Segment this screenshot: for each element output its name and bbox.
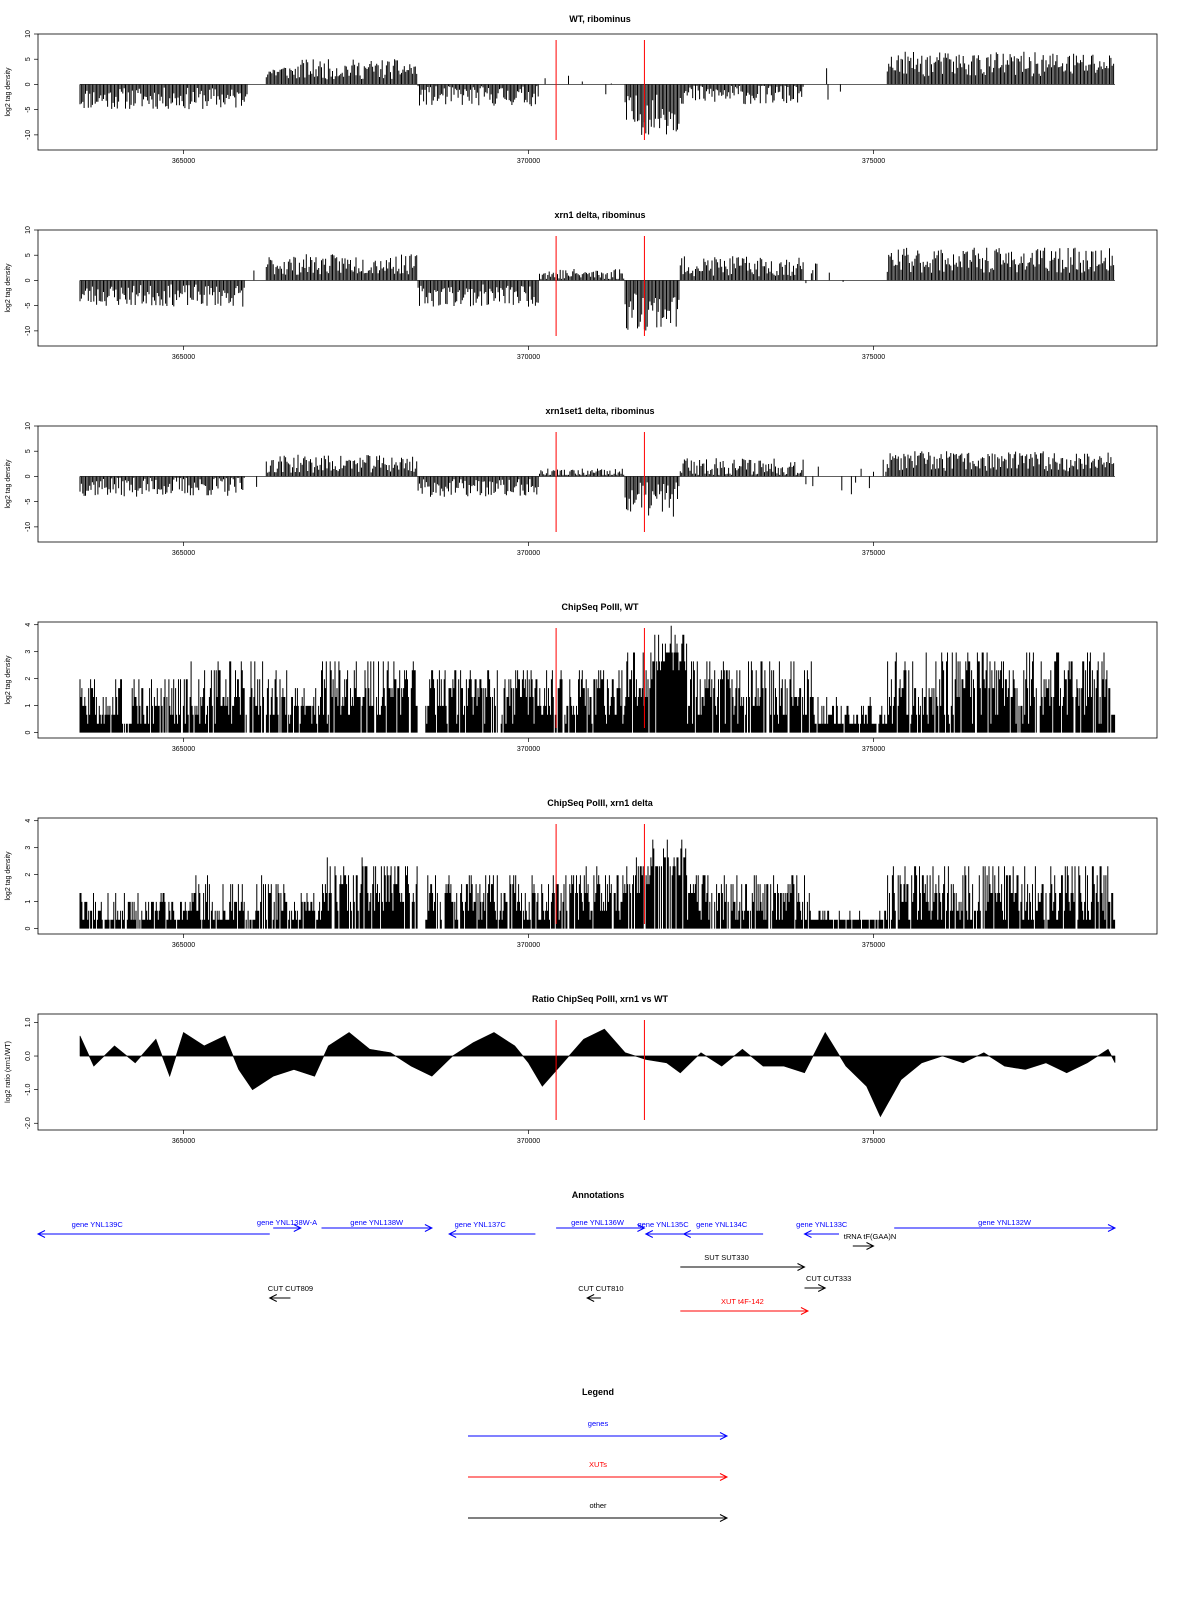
feature-label: gene YNL138W [350, 1218, 404, 1227]
track-panel-2 [5, 210, 1157, 361]
y-tick-label: 5 [25, 449, 32, 454]
x-axis [172, 542, 885, 557]
feature-gene [894, 1218, 1115, 1232]
track-title: Ratio ChipSeq PolII, xrn1 vs WT [531, 994, 669, 1004]
y-tick-label: -10 [25, 521, 32, 532]
y-tick-label: 1 [25, 703, 32, 708]
annotations-panel [38, 1190, 1115, 1315]
feature-other [578, 1284, 623, 1302]
y-tick-label: 3 [25, 649, 32, 654]
x-axis [172, 150, 885, 165]
y-tick-label: 1 [25, 899, 32, 904]
feature-label: SUT SUT330 [704, 1253, 749, 1262]
track-title: WT, ribominus [569, 14, 631, 24]
feature-label: XUT t4F-142 [721, 1297, 764, 1306]
y-tick-label: 10 [25, 422, 32, 430]
x-tick-label: 375000 [861, 1138, 886, 1145]
x-tick-label: 365000 [171, 550, 196, 557]
signal [80, 248, 1115, 331]
track-panel-6 [5, 994, 1157, 1145]
x-tick-label: 365000 [171, 1138, 196, 1145]
ratio-area [80, 1029, 1115, 1117]
feature-gene [449, 1220, 535, 1238]
x-tick-label: 365000 [171, 354, 196, 361]
y-axis-label: log2 tag density [5, 67, 12, 117]
y-tick-label: 5 [25, 253, 33, 258]
y-tick-label: 0.0 [25, 1051, 32, 1061]
legend-label: other [589, 1501, 607, 1510]
track-title: ChipSeq PolII, WT [561, 602, 639, 612]
feature-label: CUT CUT810 [578, 1284, 624, 1293]
feature-xut [680, 1297, 808, 1315]
signal-bars [80, 451, 1114, 516]
y-axis-label: log2 tag density [5, 851, 12, 901]
feature-gene [322, 1218, 432, 1232]
legend-title: Legend [581, 1387, 615, 1397]
track-panel-5 [5, 798, 1157, 949]
x-tick-label: 375000 [861, 158, 886, 165]
y-tick-label: -5 [25, 498, 32, 505]
feature-gene [637, 1220, 689, 1238]
y-tick-label: 10 [25, 30, 32, 38]
x-tick-label: 375000 [861, 942, 886, 949]
y-tick-label: -5 [25, 302, 32, 309]
x-axis [172, 738, 885, 753]
y-tick-label: 0 [25, 730, 32, 735]
legend-label: XUTs [589, 1460, 607, 1469]
feature-label: gene YNL135C [637, 1220, 689, 1229]
x-tick-label: 370000 [516, 158, 541, 165]
plot-frame [38, 230, 1157, 346]
feature-label: tRNA tF(GAA)N [843, 1232, 897, 1241]
y-tick-label: 4 [25, 818, 32, 823]
feature-label: gene YNL138W-A [256, 1218, 318, 1227]
legend-item-gene [468, 1419, 727, 1440]
plot-frame [38, 1014, 1157, 1130]
x-axis [172, 1130, 885, 1145]
x-tick-label: 365000 [171, 746, 196, 753]
y-tick-label: 2 [25, 676, 32, 681]
track-title: xrn1 delta, ribominus [554, 210, 646, 220]
x-tick-label: 370000 [516, 1138, 541, 1145]
y-tick-label: -10 [25, 325, 32, 336]
y-tick-label: 0 [25, 926, 32, 931]
signal [80, 840, 1115, 929]
track-title: ChipSeq PolII, xrn1 delta [547, 798, 653, 808]
feature-gene [556, 1218, 644, 1232]
y-axis [5, 819, 38, 931]
y-tick-label: 5 [25, 57, 32, 62]
signal [80, 1029, 1115, 1117]
y-axis-label: log2 tag density [5, 459, 12, 509]
y-tick-label: -1.0 [25, 1083, 32, 1096]
legend-item-xut [468, 1460, 727, 1481]
y-tick-label: 3 [25, 845, 32, 850]
feature-label: CUT CUT809 [267, 1284, 314, 1293]
x-tick-label: 375000 [861, 746, 886, 753]
x-tick-label: 365000 [171, 942, 196, 949]
legend-label: genes [587, 1419, 609, 1428]
x-tick-label: 365000 [171, 158, 196, 165]
feature-label: gene YNL137C [454, 1220, 506, 1229]
feature-other [268, 1284, 313, 1302]
feature-label: gene YNL136W [571, 1218, 624, 1227]
x-tick-label: 375000 [861, 550, 886, 557]
signal [80, 52, 1115, 135]
track-panel-1 [5, 14, 1157, 165]
y-tick-label: 0 [25, 474, 32, 479]
feature-gene [684, 1220, 763, 1238]
y-axis [5, 30, 38, 140]
track-title: xrn1set1 delta, ribominus [545, 406, 655, 416]
y-tick-label: 0 [25, 278, 32, 283]
y-tick-label: 10 [25, 226, 32, 234]
track-panel-3 [5, 406, 1157, 557]
y-tick-label: 4 [25, 622, 32, 627]
legend-panel [468, 1387, 727, 1522]
x-axis [172, 934, 885, 949]
feature-other [844, 1232, 897, 1250]
y-axis [5, 422, 38, 532]
y-tick-label: -2.0 [25, 1117, 32, 1130]
x-tick-label: 370000 [516, 354, 541, 361]
signal-bars [80, 52, 1114, 135]
y-axis-label: log2 tag density [5, 263, 12, 313]
feature-gene [257, 1218, 317, 1232]
y-tick-label: 1.0 [25, 1017, 32, 1028]
signal [80, 626, 1115, 733]
track-panels [5, 14, 1157, 1145]
y-tick-label: -5 [25, 106, 32, 113]
y-axis [5, 1017, 38, 1129]
signal-bars [80, 248, 1114, 331]
y-tick-label: -10 [25, 129, 32, 140]
y-axis [5, 623, 38, 735]
track-panel-4 [5, 602, 1157, 753]
feature-label: CUT CUT333 [806, 1274, 852, 1283]
signal-bars [80, 626, 1115, 733]
feature-label: gene YNL133C [796, 1220, 848, 1229]
x-axis [172, 346, 885, 361]
feature-label: gene YNL134C [696, 1220, 748, 1229]
signal [80, 451, 1115, 516]
y-axis-label: log2 ratio (xrn1/WT) [5, 1041, 12, 1103]
x-tick-label: 370000 [516, 942, 541, 949]
x-tick-label: 370000 [516, 550, 541, 557]
y-axis-label: log2 tag density [5, 655, 12, 705]
feature-label: gene YNL139C [71, 1220, 123, 1229]
x-tick-label: 375000 [861, 354, 886, 361]
feature-label: gene YNL132W [978, 1218, 1032, 1227]
feature-other [680, 1253, 804, 1271]
feature-other [805, 1274, 852, 1292]
feature-gene [38, 1220, 270, 1238]
y-axis [5, 226, 38, 336]
y-tick-label: 0 [25, 82, 32, 87]
y-tick-label: 2 [25, 872, 32, 877]
feature-gene [796, 1220, 848, 1238]
annotations-title: Annotations [571, 1190, 625, 1200]
x-tick-label: 370000 [516, 746, 541, 753]
signal-bars [80, 840, 1115, 929]
legend-item-other [468, 1501, 727, 1522]
